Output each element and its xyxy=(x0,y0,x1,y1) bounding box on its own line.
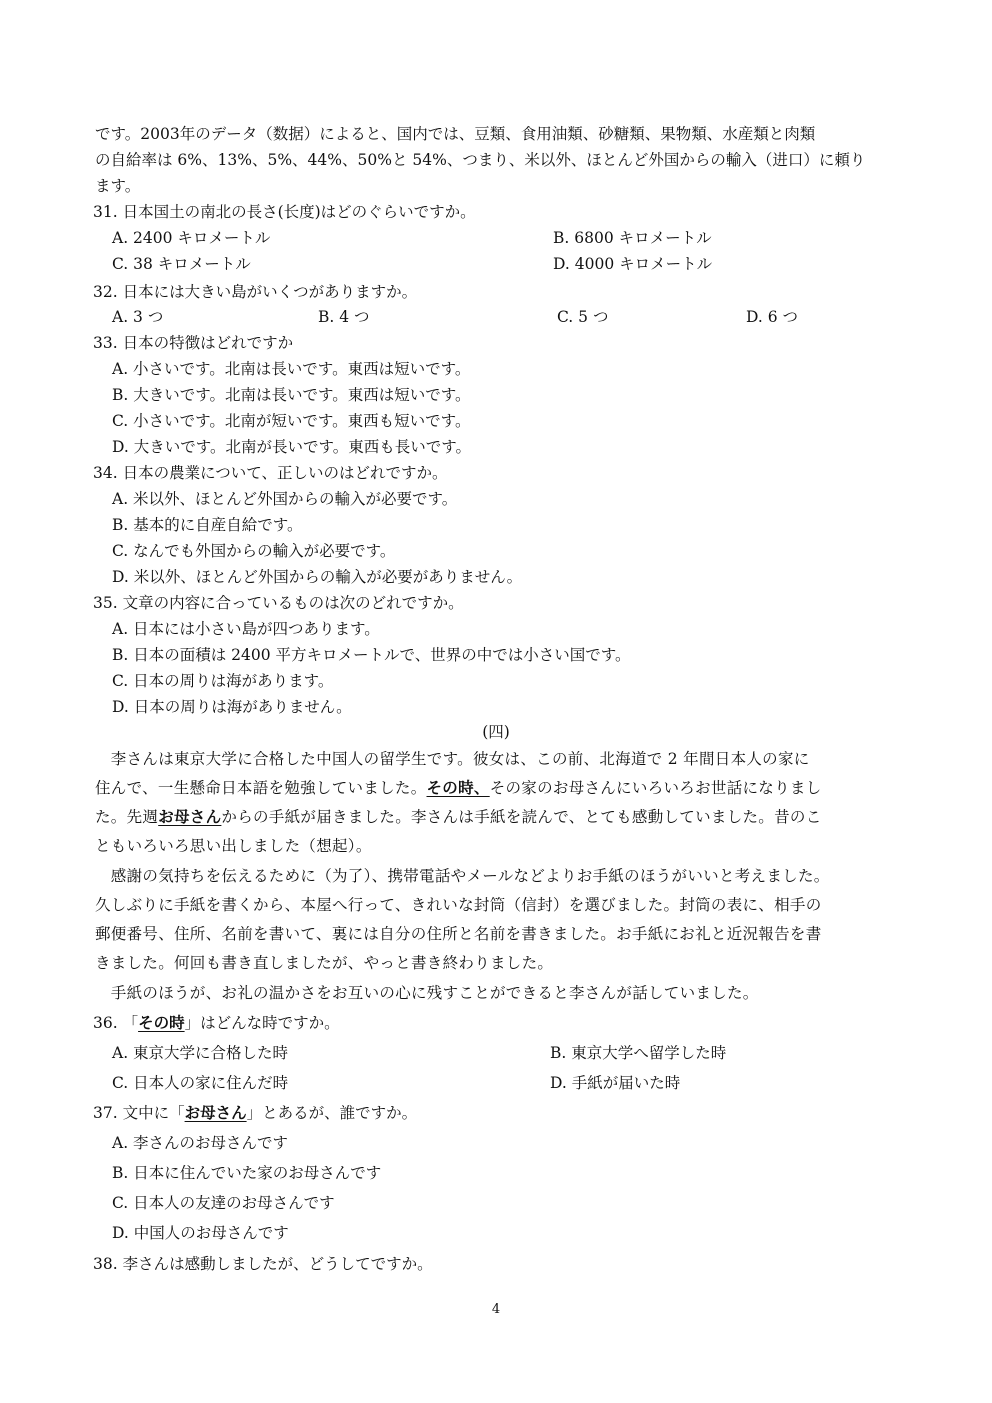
passage-line: 李さんは東京大学に合格した中国人の留学生です。彼女は、この前、北海道で 2 年間日本人の家に xyxy=(95,750,810,768)
q32-option-c: C. 5 つ xyxy=(557,308,609,326)
q33-option-c: C. 小さいです。北南が短いです。東西も短いです。 xyxy=(112,412,471,430)
question-text: 36. 「 xyxy=(93,1014,139,1032)
q36-option-c: C. 日本人の家に住んだ時 xyxy=(112,1074,289,1092)
q36-option-a: A. 東京大学に合格した時 xyxy=(112,1044,289,1062)
q32-option-a: A. 3 つ xyxy=(112,308,164,326)
q37-option-b: B. 日本に住んでいた家のお母さんです xyxy=(112,1164,382,1182)
question-36 xyxy=(93,1013,340,1033)
passage-text: た。先週 xyxy=(95,808,159,826)
question-31: 31. 日本国土の南北の長さ(长度)はどのぐらいですか。 xyxy=(93,203,476,221)
q31-option-c: C. 38 キロメートル xyxy=(112,255,251,273)
question-37 xyxy=(93,1103,417,1123)
question-text: 」とあるが、誰ですか。 xyxy=(246,1104,418,1122)
passage-line: 久しぶりに手紙を書くから、本屋へ行って、きれいな封筒（信封）を選びました。封筒の表に、相手の xyxy=(95,896,822,914)
underlined-phrase-okaasan: お母さん xyxy=(184,1103,247,1122)
question-text: 37. 文中に「 xyxy=(93,1104,185,1122)
q35-option-c: C. 日本の周りは海があります。 xyxy=(112,672,334,690)
q34-option-d: D. 米以外、ほとんど外国からの輸入が必要がありません。 xyxy=(112,568,523,586)
q33-option-d: D. 大きいです。北南が長いです。東西も長いです。 xyxy=(112,438,472,456)
question-35: 35. 文章の内容に合っているものは次のどれですか。 xyxy=(93,594,464,612)
passage-line: ともいろいろ思い出しました（想起）。 xyxy=(95,837,372,855)
section-title: (四) xyxy=(482,723,510,741)
q34-option-c: C. なんでも外国からの輸入が必要です。 xyxy=(112,542,396,560)
q36-option-d: D. 手紙が届いた時 xyxy=(550,1074,681,1092)
question-38: 38. 李さんは感動しましたが、どうしてですか。 xyxy=(93,1255,433,1273)
question-32: 32. 日本には大きい島がいくつがありますか。 xyxy=(93,283,418,301)
intro-line-2: の自給率は 6%、13%、5%、44%、50%と 54%、つまり、米以外、ほとんど外国からの輸入（进口）に頼り xyxy=(95,151,866,169)
passage-text: からの手紙が届きました。李さんは手紙を読んで、とても感動していました。昔のこ xyxy=(221,808,822,826)
q31-option-b: B. 6800 キロメートル xyxy=(553,229,712,247)
passage-line: 郵便番号、住所、名前を書いて、裏には自分の住所と名前を書きました。お手紙にお礼と近況報告を書 xyxy=(95,925,822,943)
q31-option-a: A. 2400 キロメートル xyxy=(112,229,271,247)
passage-text: その家のお母さんにいろいろお世話になりまし xyxy=(489,779,822,797)
underlined-phrase-sonotoki: その時、 xyxy=(426,778,490,797)
q33-option-a: A. 小さいです。北南は長いです。東西は短いです。 xyxy=(112,360,471,378)
question-33: 33. 日本の特徴はどれですか xyxy=(93,334,294,352)
q36-option-b: B. 東京大学へ留学した時 xyxy=(550,1044,727,1062)
question-text: 」はどんな時ですか。 xyxy=(184,1014,340,1032)
underlined-phrase-okaasan: お母さん xyxy=(158,807,222,826)
q32-option-b: B. 4 つ xyxy=(318,308,370,326)
q33-option-b: B. 大きいです。北南は長いです。東西は短いです。 xyxy=(112,386,471,404)
passage-line: きました。何回も書き直しましたが、やっと書き終わりました。 xyxy=(95,954,554,972)
intro-line-1: です。2003年のデータ（数据）によると、国内では、豆類、食用油類、砂糖類、果物類、水産類と肉類 xyxy=(95,125,816,143)
passage-line: 感謝の気持ちを伝えるために（为了）、携帯電話やメールなどよりお手紙のほうがいいと考えました。 xyxy=(95,867,830,885)
q31-option-d: D. 4000 キロメートル xyxy=(553,255,713,273)
passage-line xyxy=(95,778,822,798)
page-number: 4 xyxy=(491,1302,501,1317)
q37-option-a: A. 李さんのお母さんです xyxy=(112,1134,289,1152)
passage-text: 住んで、一生懸命日本語を勉強していました。 xyxy=(95,779,427,797)
q35-option-a: A. 日本には小さい島が四つあります。 xyxy=(112,620,380,638)
question-34: 34. 日本の農業について、正しいのはどれですか。 xyxy=(93,464,448,482)
q34-option-b: B. 基本的に自産自給です。 xyxy=(112,516,303,534)
q34-option-a: A. 米以外、ほとんど外国からの輸入が必要です。 xyxy=(112,490,458,508)
q35-option-d: D. 日本の周りは海がありません。 xyxy=(112,698,352,716)
q37-option-c: C. 日本人の友達のお母さんです xyxy=(112,1194,335,1212)
passage-line: 手紙のほうが、お礼の温かさをお互いの心に残すことができると李さんが話していました。 xyxy=(95,984,759,1002)
intro-line-3: ます。 xyxy=(95,177,141,195)
q37-option-d: D. 中国人のお母さんです xyxy=(112,1224,289,1242)
passage-line xyxy=(95,807,822,827)
q35-option-b: B. 日本の面積は 2400 平方キロメートルで、世界の中では小さい国です。 xyxy=(112,646,631,664)
underlined-phrase-sonotoki: その時 xyxy=(138,1013,185,1032)
q32-option-d: D. 6 つ xyxy=(746,308,799,326)
